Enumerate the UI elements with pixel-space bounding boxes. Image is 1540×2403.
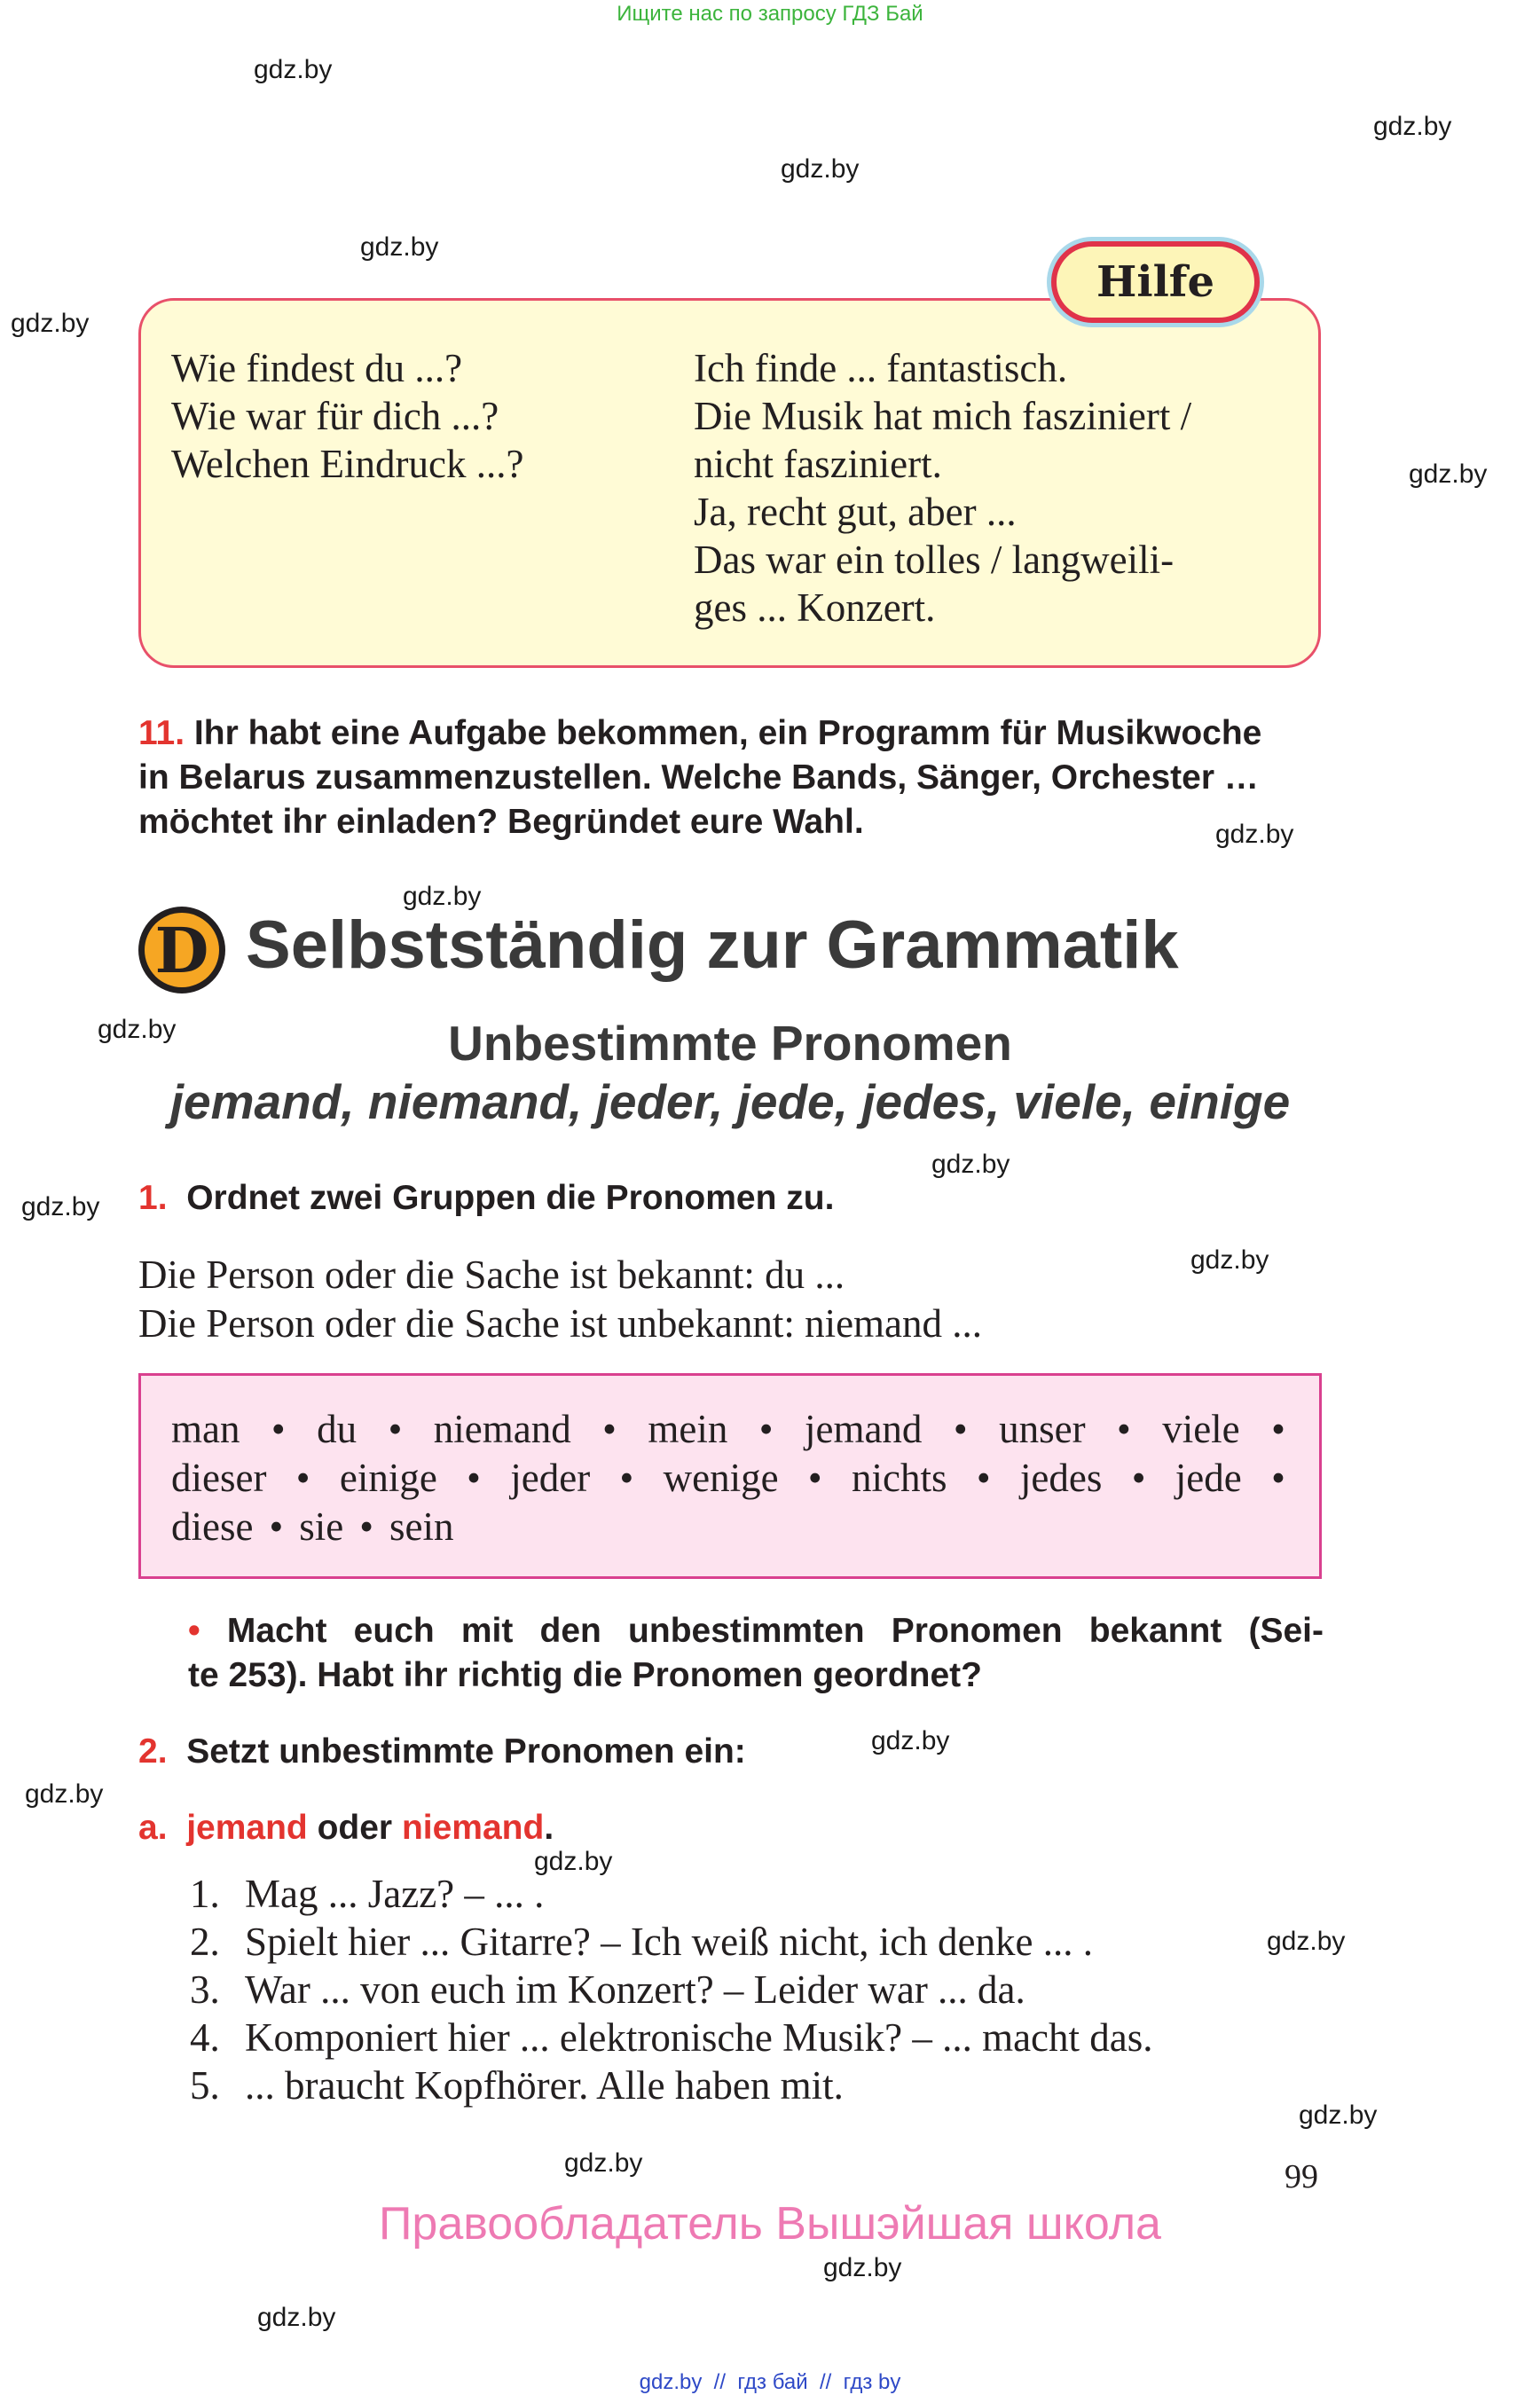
watermark: gdz.by <box>871 1726 950 1755</box>
bullet-separator: • <box>295 1456 310 1500</box>
hilfe-answer: ges ... Konzert. <box>694 585 936 630</box>
pronoun-word: jedes <box>861 1074 986 1129</box>
bullet-separator: • <box>953 1407 968 1451</box>
hilfe-answer: Das war ein tolles / langweili- <box>694 538 1175 582</box>
watermark: gdz.by <box>21 1192 100 1221</box>
watermark: gdz.by <box>1409 459 1488 489</box>
bullet-separator: • <box>1271 1407 1285 1451</box>
pronoun-item: unser <box>999 1407 1086 1451</box>
item-number: 2. <box>190 1920 220 1964</box>
pronoun-item: einige <box>339 1456 437 1500</box>
watermark: gdz.by <box>11 309 90 338</box>
watermark: gdz.by <box>564 2148 643 2178</box>
bullet-separator: • <box>758 1407 774 1451</box>
exercise-2-subtask <box>138 1806 554 1850</box>
pronoun-item: jede <box>1175 1456 1242 1500</box>
bullet-separator: • <box>807 1456 822 1500</box>
watermark: gdz.by <box>25 1779 104 1809</box>
task-line: in Belarus zusammenzustellen. Welche Bands, Sänger, Orchester … <box>138 758 1259 797</box>
exercise-2-title <box>138 1730 746 1774</box>
section-title: Selbstständig zur Grammatik <box>246 907 1179 983</box>
top-banner[interactable]: Ищите нас по запросу ГДЗ Бай <box>617 2 923 26</box>
bullet-separator: • <box>271 1407 286 1451</box>
item-text: Spielt hier ... Gitarre? – Ich weiß nicht, ich denke ... . <box>245 1920 1093 1964</box>
item-number: 4. <box>190 2015 220 2060</box>
watermark: gdz.by <box>1373 112 1452 141</box>
pronoun-item: sie <box>299 1504 344 1549</box>
pronoun-item: jemand <box>804 1407 923 1451</box>
item-text: Mag ... Jazz? – ... . <box>245 1872 545 1916</box>
hilfe-answer: nicht fasziniert. <box>694 442 942 486</box>
pronoun-item: man <box>171 1407 240 1451</box>
hilfe-badge: Hilfe <box>1051 241 1260 323</box>
bullet-separator: • <box>269 1504 284 1549</box>
item-number: 5. <box>190 2063 220 2108</box>
bullet-separator: • <box>602 1407 617 1451</box>
pronouns-list <box>171 1405 1285 1551</box>
pronoun-word: jede <box>736 1074 835 1129</box>
watermark: gdz.by <box>1190 1245 1269 1275</box>
separator: , <box>569 1074 596 1129</box>
keyword-jemand: jemand <box>186 1809 308 1847</box>
note-line: Macht euch mit den unbestimmten Pronomen bekannt (Sei- <box>226 1612 1324 1650</box>
exercise-number: 1. <box>138 1179 168 1217</box>
pronoun-item: sein <box>389 1504 454 1549</box>
footer-links[interactable]: gdz.by // гдз бай // гдз by <box>639 2370 901 2394</box>
exercise-number: 2. <box>138 1732 168 1771</box>
item-number: 1. <box>190 1872 220 1916</box>
exercise-title: Setzt unbestimmte Pronomen ein: <box>186 1732 746 1771</box>
exercise-1-title <box>138 1176 834 1221</box>
bullet-separator: • <box>467 1456 481 1500</box>
subtitle-line1: Unbestimmte Pronomen <box>448 1016 1012 1071</box>
exercise-1-lines <box>138 1251 982 1348</box>
separator: , <box>341 1074 368 1129</box>
item-text: Komponiert hier ... elektronische Musik? – ... macht das. <box>245 2015 1153 2060</box>
list-item <box>190 1966 1153 2014</box>
subtitle-pronouns <box>0 1073 1460 1130</box>
pronoun-item: niemand <box>433 1407 571 1451</box>
subtask-end: . <box>544 1809 554 1847</box>
list-item <box>190 1870 1153 1918</box>
watermark: gdz.by <box>534 1847 613 1876</box>
bullet-separator: • <box>359 1504 373 1549</box>
hilfe-questions <box>171 344 523 488</box>
watermark: gdz.by <box>1299 2101 1378 2130</box>
watermark: gdz.by <box>823 2253 902 2282</box>
watermark: gdz.by <box>403 882 482 911</box>
hilfe-question: Wie findest du ...? <box>171 346 463 390</box>
subtask-letter: a. <box>138 1809 168 1847</box>
hilfe-question: Welchen Eindruck ...? <box>171 442 524 486</box>
exercise-title: Ordnet zwei Gruppen die Pronomen zu. <box>186 1179 835 1217</box>
keyword-niemand: niemand <box>401 1809 545 1847</box>
pronoun-item: jedes <box>1019 1456 1103 1500</box>
task-line: möchtet ihr einladen? Begründet eure Wahl. <box>138 803 864 841</box>
pronoun-item: diese <box>171 1504 254 1549</box>
hilfe-answer: Die Musik hat mich fasziniert / <box>694 394 1192 438</box>
bullet-separator: • <box>1271 1456 1285 1500</box>
separator: , <box>834 1074 862 1129</box>
note-line: te 253). Habt ihr richtig die Pronomen geordnet? <box>188 1656 982 1694</box>
copyright-owner: Правообладатель Вышэйшая школа <box>379 2198 1161 2250</box>
pronoun-item: viele <box>1162 1407 1240 1451</box>
bullet-separator: • <box>1131 1456 1146 1500</box>
hilfe-question: Wie war für dich ...? <box>171 394 499 438</box>
pronouns-row <box>171 1503 1285 1551</box>
watermark: gdz.by <box>257 2303 336 2332</box>
watermark: gdz.by <box>98 1015 177 1044</box>
pronoun-item: dieser <box>171 1456 267 1500</box>
pronoun-word: jeder <box>595 1074 711 1129</box>
pronoun-item: mein <box>648 1407 728 1451</box>
watermark: gdz.by <box>360 232 439 262</box>
bullet-separator: • <box>976 1456 991 1500</box>
watermark: gdz.by <box>931 1150 1010 1179</box>
note-bullet: • <box>188 1612 200 1650</box>
bullet-separator: • <box>619 1456 634 1500</box>
exercise-2-items <box>190 1870 1153 2109</box>
task-number: 11. <box>138 714 185 752</box>
separator: , <box>710 1074 737 1129</box>
pronoun-item: nichts <box>851 1456 947 1500</box>
watermark: gdz.by <box>781 154 860 184</box>
pronouns-row <box>171 1454 1285 1503</box>
hilfe-answers <box>694 344 1191 632</box>
item-number: 3. <box>190 1967 220 2012</box>
pronoun-word: viele <box>1013 1074 1122 1129</box>
pronoun-item: du <box>317 1407 358 1451</box>
exercise-line: Die Person oder die Sache ist bekannt: du ... <box>138 1253 845 1297</box>
pronoun-item: wenige <box>663 1456 779 1500</box>
page-number: 99 <box>1285 2158 1318 2195</box>
task-11 <box>138 711 1345 844</box>
hilfe-answer: Ich finde ... fantastisch. <box>694 346 1068 390</box>
list-item <box>190 1918 1153 1966</box>
hilfe-answer: Ja, recht gut, aber ... <box>694 490 1017 534</box>
list-item <box>190 2014 1153 2061</box>
pronoun-word: niemand <box>367 1074 570 1129</box>
item-text: War ... von euch im Konzert? – Leider war ... da. <box>245 1967 1025 2012</box>
pronouns-row <box>171 1405 1285 1454</box>
watermark: gdz.by <box>1267 1927 1346 1956</box>
list-item <box>190 2061 1153 2109</box>
subtask-mid: oder <box>307 1809 402 1847</box>
watermark: gdz.by <box>254 55 333 84</box>
note <box>188 1609 1324 1698</box>
separator: , <box>986 1074 1014 1129</box>
section-badge <box>138 907 225 993</box>
separator: , <box>1121 1074 1150 1129</box>
bullet-separator: • <box>1117 1407 1131 1451</box>
task-line: Ihr habt eine Aufgabe bekommen, ein Programm für Musikwoche <box>193 714 1262 752</box>
section-letter: D <box>145 913 219 987</box>
pronoun-item: jeder <box>510 1456 591 1500</box>
watermark: gdz.by <box>1215 820 1294 849</box>
exercise-line: Die Person oder die Sache ist unbekannt: niemand ... <box>138 1301 983 1346</box>
bullet-separator: • <box>388 1407 403 1451</box>
pronoun-word: jemand <box>169 1074 342 1129</box>
pronoun-word: einige <box>1149 1074 1291 1129</box>
item-text: ... braucht Kopfhörer. Alle haben mit. <box>245 2063 844 2108</box>
